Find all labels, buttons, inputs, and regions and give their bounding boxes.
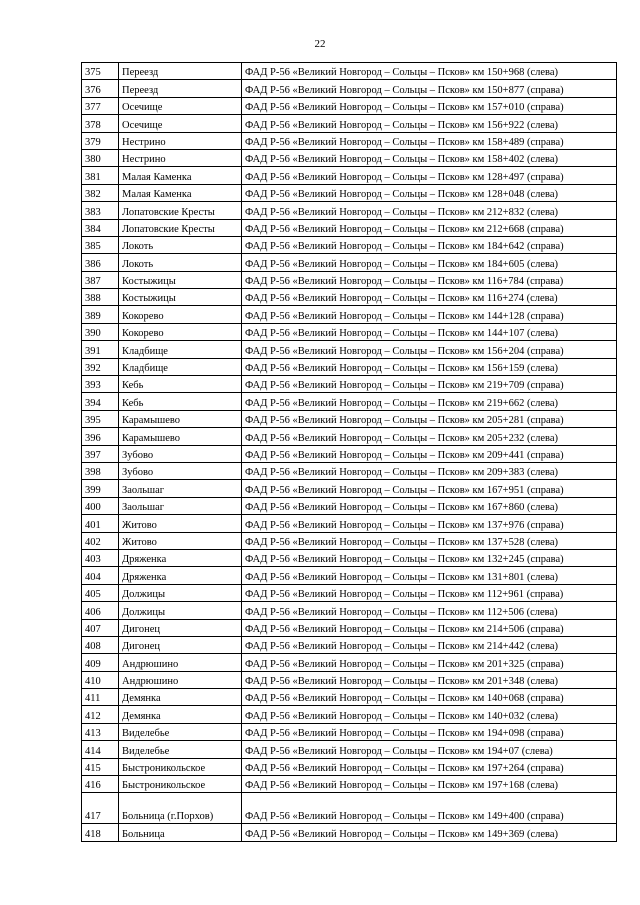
stop-name: Малая Каменка	[119, 184, 242, 201]
stop-name: Андрюшино	[119, 671, 242, 688]
table-row	[82, 584, 617, 601]
stop-location: ФАД Р-56 «Великий Новгород – Сольцы – Псков» км 128+048 (слева)	[242, 184, 617, 201]
row-number: 406	[82, 602, 119, 619]
stop-name: Кебь	[119, 376, 242, 393]
row-number: 396	[82, 428, 119, 445]
stop-name: Должицы	[119, 602, 242, 619]
stop-name: Житово	[119, 532, 242, 549]
table-row	[82, 410, 617, 427]
stop-name: Дряженка	[119, 549, 242, 566]
row-number: 385	[82, 236, 119, 253]
stop-location: ФАД Р-56 «Великий Новгород – Сольцы – Псков» км 205+281 (справа)	[242, 410, 617, 427]
stop-name: Осечище	[119, 97, 242, 114]
stop-location: ФАД Р-56 «Великий Новгород – Сольцы – Псков» км 214+442 (слева)	[242, 636, 617, 653]
table-row	[82, 97, 617, 114]
stop-name: Нестрино	[119, 149, 242, 166]
row-number: 379	[82, 132, 119, 149]
row-number: 404	[82, 567, 119, 584]
row-number: 402	[82, 532, 119, 549]
stop-location: ФАД Р-56 «Великий Новгород – Сольцы – Псков» км 219+662 (слева)	[242, 393, 617, 410]
table-row	[82, 497, 617, 514]
stop-location: ФАД Р-56 «Великий Новгород – Сольцы – Псков» км 197+264 (справа)	[242, 758, 617, 775]
stop-location: ФАД Р-56 «Великий Новгород – Сольцы – Псков» км 194+098 (справа)	[242, 723, 617, 740]
stop-name: Карамышево	[119, 428, 242, 445]
stop-location: ФАД Р-56 «Великий Новгород – Сольцы – Псков» км 140+068 (справа)	[242, 689, 617, 706]
table-row	[82, 567, 617, 584]
stop-location: ФАД Р-56 «Великий Новгород – Сольцы – Псков» км 167+951 (справа)	[242, 480, 617, 497]
stop-location: ФАД Р-56 «Великий Новгород – Сольцы – Псков» км 137+528 (слева)	[242, 532, 617, 549]
stop-location: ФАД Р-56 «Великий Новгород – Сольцы – Псков» км 156+922 (слева)	[242, 115, 617, 132]
stop-name: Кладбище	[119, 358, 242, 375]
stop-location: ФАД Р-56 «Великий Новгород – Сольцы – Псков» км 201+325 (справа)	[242, 654, 617, 671]
row-number: 413	[82, 723, 119, 740]
stop-location: ФАД Р-56 «Великий Новгород – Сольцы – Псков» км 209+383 (слева)	[242, 462, 617, 479]
stop-name: Больница (г.Порхов)	[119, 793, 242, 824]
stop-location: ФАД Р-56 «Великий Новгород – Сольцы – Псков» км 112+506 (слева)	[242, 602, 617, 619]
stop-name: Переезд	[119, 63, 242, 80]
stop-location: ФАД Р-56 «Великий Новгород – Сольцы – Псков» км 197+168 (слева)	[242, 776, 617, 793]
stop-name: Демянка	[119, 706, 242, 723]
stop-name: Локоть	[119, 254, 242, 271]
row-number: 397	[82, 445, 119, 462]
row-number: 389	[82, 306, 119, 323]
stop-location: ФАД Р-56 «Великий Новгород – Сольцы – Псков» км 167+860 (слева)	[242, 497, 617, 514]
table-row	[82, 115, 617, 132]
stop-name: Дигонец	[119, 619, 242, 636]
row-number: 403	[82, 549, 119, 566]
row-number: 415	[82, 758, 119, 775]
stop-location: ФАД Р-56 «Великий Новгород – Сольцы – Псков» км 131+801 (слева)	[242, 567, 617, 584]
stop-name: Дряженка	[119, 567, 242, 584]
table-row	[82, 341, 617, 358]
row-number: 387	[82, 271, 119, 288]
stop-location: ФАД Р-56 «Великий Новгород – Сольцы – Псков» км 194+07 (слева)	[242, 741, 617, 758]
table-row	[82, 549, 617, 566]
table-row	[82, 602, 617, 619]
stop-location: ФАД Р-56 «Великий Новгород – Сольцы – Псков» км 149+400 (справа)	[242, 793, 617, 824]
table-row	[82, 689, 617, 706]
table-row	[82, 824, 617, 841]
row-number: 408	[82, 636, 119, 653]
row-number: 409	[82, 654, 119, 671]
stop-location: ФАД Р-56 «Великий Новгород – Сольцы – Псков» км 212+668 (справа)	[242, 219, 617, 236]
row-number: 418	[82, 824, 119, 841]
row-number: 383	[82, 202, 119, 219]
stop-name: Осечище	[119, 115, 242, 132]
stop-name: Кладбище	[119, 341, 242, 358]
row-number: 399	[82, 480, 119, 497]
row-number: 401	[82, 515, 119, 532]
table-row	[82, 219, 617, 236]
table-row	[82, 184, 617, 201]
table-row	[82, 636, 617, 653]
table-row	[82, 254, 617, 271]
stop-location: ФАД Р-56 «Великий Новгород – Сольцы – Псков» км 156+204 (справа)	[242, 341, 617, 358]
stop-name: Нестрино	[119, 132, 242, 149]
stop-name: Лопатовские Кресты	[119, 202, 242, 219]
row-number: 384	[82, 219, 119, 236]
table-row	[82, 167, 617, 184]
row-number: 398	[82, 462, 119, 479]
row-number: 416	[82, 776, 119, 793]
stop-location: ФАД Р-56 «Великий Новгород – Сольцы – Псков» км 219+709 (справа)	[242, 376, 617, 393]
row-number: 394	[82, 393, 119, 410]
stop-location: ФАД Р-56 «Великий Новгород – Сольцы – Псков» км 214+506 (справа)	[242, 619, 617, 636]
row-number: 377	[82, 97, 119, 114]
stop-name: Виделебье	[119, 723, 242, 740]
row-number: 400	[82, 497, 119, 514]
stop-location: ФАД Р-56 «Великий Новгород – Сольцы – Псков» км 184+642 (справа)	[242, 236, 617, 253]
stop-location: ФАД Р-56 «Великий Новгород – Сольцы – Псков» км 158+489 (справа)	[242, 132, 617, 149]
stop-name: Зубово	[119, 445, 242, 462]
table-row	[82, 63, 617, 80]
row-number: 376	[82, 80, 119, 97]
stop-name: Заольшаг	[119, 480, 242, 497]
page-number: 22	[314, 38, 326, 50]
table-row	[82, 462, 617, 479]
table-row	[82, 376, 617, 393]
stop-name: Житово	[119, 515, 242, 532]
stop-name: Малая Каменка	[119, 167, 242, 184]
row-number: 380	[82, 149, 119, 166]
table-row	[82, 515, 617, 532]
table-row	[82, 741, 617, 758]
stop-location: ФАД Р-56 «Великий Новгород – Сольцы – Псков» км 137+976 (справа)	[242, 515, 617, 532]
stop-location: ФАД Р-56 «Великий Новгород – Сольцы – Псков» км 128+497 (справа)	[242, 167, 617, 184]
table-row	[82, 323, 617, 340]
table-row	[82, 706, 617, 723]
stop-location: ФАД Р-56 «Великий Новгород – Сольцы – Псков» км 212+832 (слева)	[242, 202, 617, 219]
table-row	[82, 532, 617, 549]
row-number: 375	[82, 63, 119, 80]
table-row	[82, 671, 617, 688]
row-number: 417	[82, 793, 119, 824]
stop-location: ФАД Р-56 «Великий Новгород – Сольцы – Псков» км 201+348 (слева)	[242, 671, 617, 688]
table-row	[82, 428, 617, 445]
table-row	[82, 80, 617, 97]
stop-name: Зубово	[119, 462, 242, 479]
stop-name: Заольшаг	[119, 497, 242, 514]
stop-location: ФАД Р-56 «Великий Новгород – Сольцы – Псков» км 116+274 (слева)	[242, 289, 617, 306]
row-number: 407	[82, 619, 119, 636]
stop-location: ФАД Р-56 «Великий Новгород – Сольцы – Псков» км 144+128 (справа)	[242, 306, 617, 323]
table-row	[82, 480, 617, 497]
stop-location: ФАД Р-56 «Великий Новгород – Сольцы – Псков» км 156+159 (слева)	[242, 358, 617, 375]
table-row	[82, 776, 617, 793]
table-row	[82, 358, 617, 375]
row-number: 381	[82, 167, 119, 184]
stop-name: Переезд	[119, 80, 242, 97]
stop-name: Виделебье	[119, 741, 242, 758]
row-number: 388	[82, 289, 119, 306]
row-number: 382	[82, 184, 119, 201]
stop-location: ФАД Р-56 «Великий Новгород – Сольцы – Псков» км 209+441 (справа)	[242, 445, 617, 462]
stops-table	[81, 62, 617, 842]
stop-location: ФАД Р-56 «Великий Новгород – Сольцы – Псков» км 140+032 (слева)	[242, 706, 617, 723]
stop-name: Андрюшино	[119, 654, 242, 671]
table-row	[82, 149, 617, 166]
row-number: 410	[82, 671, 119, 688]
stop-location: ФАД Р-56 «Великий Новгород – Сольцы – Псков» км 116+784 (справа)	[242, 271, 617, 288]
row-number: 390	[82, 323, 119, 340]
table-row	[82, 289, 617, 306]
row-number: 412	[82, 706, 119, 723]
table-row	[82, 758, 617, 775]
table-row	[82, 393, 617, 410]
table-row	[82, 306, 617, 323]
row-number: 395	[82, 410, 119, 427]
stop-name: Костыжицы	[119, 271, 242, 288]
table-row	[82, 132, 617, 149]
stop-name: Костыжицы	[119, 289, 242, 306]
row-number: 386	[82, 254, 119, 271]
row-number: 393	[82, 376, 119, 393]
stop-name: Локоть	[119, 236, 242, 253]
table-row	[82, 271, 617, 288]
row-number: 405	[82, 584, 119, 601]
table-row	[82, 723, 617, 740]
stop-name: Лопатовские Кресты	[119, 219, 242, 236]
table-row	[82, 793, 617, 824]
table-row	[82, 619, 617, 636]
row-number: 378	[82, 115, 119, 132]
stop-name: Быстроникольское	[119, 776, 242, 793]
stop-location: ФАД Р-56 «Великий Новгород – Сольцы – Псков» км 112+961 (справа)	[242, 584, 617, 601]
row-number: 411	[82, 689, 119, 706]
table-row	[82, 236, 617, 253]
stop-name: Дигонец	[119, 636, 242, 653]
row-number: 414	[82, 741, 119, 758]
stop-name: Больница	[119, 824, 242, 841]
row-number: 391	[82, 341, 119, 358]
stop-location: ФАД Р-56 «Великий Новгород – Сольцы – Псков» км 184+605 (слева)	[242, 254, 617, 271]
stop-location: ФАД Р-56 «Великий Новгород – Сольцы – Псков» км 144+107 (слева)	[242, 323, 617, 340]
row-number: 392	[82, 358, 119, 375]
stop-name: Должицы	[119, 584, 242, 601]
table-row	[82, 445, 617, 462]
stop-location: ФАД Р-56 «Великий Новгород – Сольцы – Псков» км 205+232 (слева)	[242, 428, 617, 445]
stop-name: Карамышево	[119, 410, 242, 427]
stop-location: ФАД Р-56 «Великий Новгород – Сольцы – Псков» км 150+877 (справа)	[242, 80, 617, 97]
table-row	[82, 654, 617, 671]
stop-location: ФАД Р-56 «Великий Новгород – Сольцы – Псков» км 149+369 (слева)	[242, 824, 617, 841]
stop-name: Кокорево	[119, 306, 242, 323]
stop-name: Быстроникольское	[119, 758, 242, 775]
stop-location: ФАД Р-56 «Великий Новгород – Сольцы – Псков» км 157+010 (справа)	[242, 97, 617, 114]
stop-location: ФАД Р-56 «Великий Новгород – Сольцы – Псков» км 132+245 (справа)	[242, 549, 617, 566]
stop-location: ФАД Р-56 «Великий Новгород – Сольцы – Псков» км 150+968 (слева)	[242, 63, 617, 80]
stop-name: Демянка	[119, 689, 242, 706]
stop-location: ФАД Р-56 «Великий Новгород – Сольцы – Псков» км 158+402 (слева)	[242, 149, 617, 166]
stop-name: Кебь	[119, 393, 242, 410]
table-row	[82, 202, 617, 219]
stop-name: Кокорево	[119, 323, 242, 340]
stops-table-body	[82, 63, 617, 842]
